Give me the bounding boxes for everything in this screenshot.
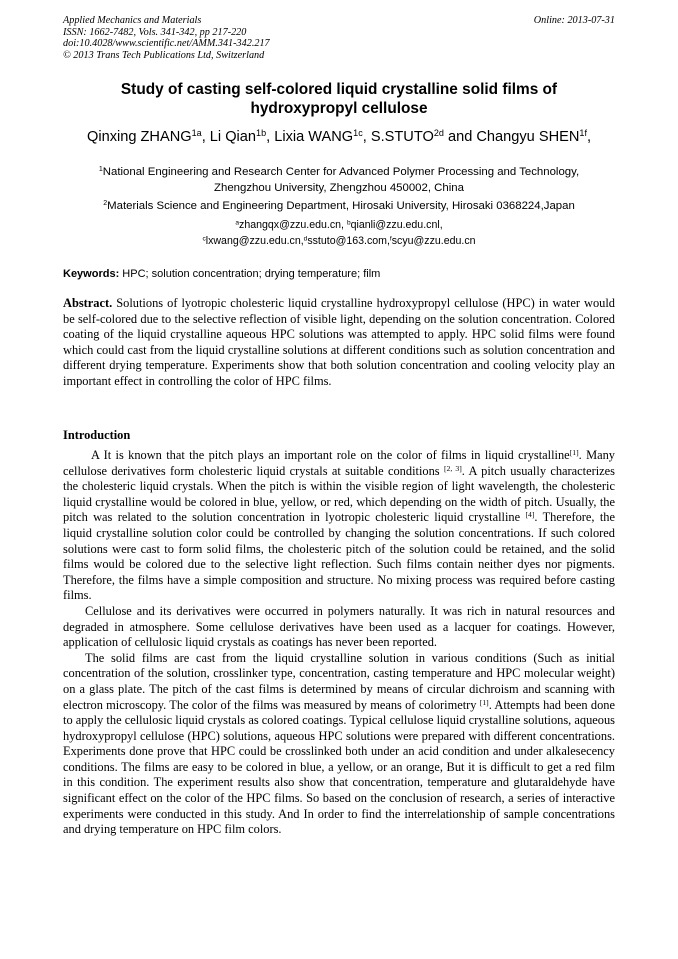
citation: [1] [479, 697, 489, 707]
email-sup: c [202, 234, 206, 242]
email-sup: f [389, 234, 392, 242]
author-name: Qinxing ZHANG [86, 129, 192, 145]
author-name: Li Qian [209, 129, 257, 145]
abstract-text: Solutions of lyotropic cholesteric liquid crystalline hydroxypropyl cellulose (HPC) in water would be self-colored due to the selective reflection of visible light, depending on the solution concentration. Colored coating of the liquid crystalline aqueous HPC solutions was attempted to apply. HPC solid films were found which could cast from the liquid crystalline solutions at different conditions such as solution concentration and different drying temperature. Experiments show that both solution concentration and cooling velocity play an important effect in controlling the color of HPC films. [63, 296, 615, 388]
email-link[interactable]: lxwang@zzu.edu.cn, [205, 234, 304, 247]
affiliation-text: Zhengzhou University, Zhengzhou 450002, China [214, 182, 464, 194]
email-sup: b [346, 219, 351, 227]
journal-name: Applied Mechanics and Materials [63, 15, 202, 26]
section-heading-introduction: Introduction [63, 428, 131, 442]
copyright-line: © 2013 Trans Tech Publications Ltd, Switzerland [63, 49, 265, 61]
email-sup: a [235, 219, 240, 227]
author-sup: 1b [256, 128, 267, 139]
author-emails [63, 218, 615, 249]
author-name: Lixia WANG [274, 129, 354, 145]
citation: [2, 3] [443, 463, 462, 473]
author-sup: 1a [191, 128, 202, 139]
affiliation-text: Materials Science and Engineering Department, Hirosaki University, Hirosaki 0368224,Japan [107, 200, 575, 212]
author-sep: , [201, 129, 210, 145]
author-sup: 1f [579, 128, 587, 139]
title-line-1: Study of casting self-colored liquid crystalline solid films of [120, 81, 558, 98]
paragraph [63, 651, 615, 838]
abstract-label: Abstract. [63, 296, 113, 310]
paragraph-text: . Many cellulose derivatives form cholesteric liquid crystals at suitable conditions [63, 448, 615, 478]
online-date: Online: 2013-07-31 [533, 15, 615, 26]
email-link[interactable]: sstuto@163.com, [307, 234, 390, 247]
author-sep: , [266, 129, 275, 145]
citation: [1] [569, 447, 579, 457]
citation: [4] [525, 510, 535, 520]
email-link[interactable]: qianli@zzu.edu.cnl, [350, 219, 443, 231]
author-name: S.STUTO [370, 129, 434, 145]
paragraph-text: . Attempts had been done to apply the cellulosic liquid crystals as colored coatings. Typical cellulose liquid crystalline solutions, aqueous hydroxypropyl cellulose (HPC) solutions, aqueous HPC solutions were prepared with different concentrations. Experiments done prove that HPC could be crosslinked both under an acid condition and under alkalesecency conditions. The films are easy to be colored in blue, a yellow, or an orange, But it is difficult to get a red film in this condition. The experiment results also show that concentration, temperature and glutaraldehyde have significant effect on the color of the HPC films. So based on the conclusion of research, a series of interactive experiments were conducted in this study. And In order to find the interrelationship of sample concentrations and drying temperature on HPC film colors. [63, 697, 615, 837]
journal-header [63, 15, 615, 61]
affiliation-number: 2 [103, 200, 108, 208]
author-sup: 2d [433, 128, 444, 139]
affiliation-text: National Engineering and Research Center for Advanced Polymer Processing and Technology, [102, 166, 580, 178]
introduction-body [63, 448, 615, 838]
email-sup: d [303, 234, 308, 242]
author-sep: , [586, 129, 592, 145]
author-sep: and [443, 129, 477, 145]
doi-line: doi:10.4028/www.scientific.net/AMM.341-342.217 [63, 38, 270, 50]
keywords-label: Keywords: [63, 268, 120, 280]
author-sup: 1c [353, 128, 363, 139]
paragraph: Cellulose and its derivatives were occurred in polymers naturally. It was rich in natural resources and degraded in atmosphere. Some cellulose derivatives have been used as a lacquer for coatings. However, application of cellulosic liquid crystals as coatings has never been reported. [63, 603, 615, 650]
paragraph-text: The solid films are cast from the liquid crystalline solution in various conditions (Such as initial concentration of the solution, crosslinker type, concentration, casting temperature and HPC molecular weight) on a glass plate. The pitch of the cast films is determined by means of circular dichroism and scanning with electron microscopy. The color of the films was measured by means of colorimetry [63, 650, 615, 712]
affiliation-number: 1 [98, 166, 103, 174]
issn-line: ISSN: 1662-7482, Vols. 341-342, pp 217-220 [63, 26, 247, 38]
paragraph [63, 448, 615, 604]
title-line-2: hydroxypropyl cellulose [250, 100, 428, 117]
author-sep: , [362, 129, 371, 145]
author-name: Changyu SHEN [476, 129, 580, 145]
abstract-paragraph [63, 296, 615, 390]
affiliation-2 [63, 198, 615, 214]
keywords-line [63, 267, 615, 282]
paragraph-text: . Therefore, the liquid crystalline solution color could be controlled by changing the solution concentrations. If such colored solutions were cast to form solid films, the cholesteric pitch of the solution could be retained, and the solid films would be colored due to the selective light reflection. Such films contain neither dyes nor pigments. Therefore, the films have a simple composition and structure. No mixing process was required before casting films. [63, 510, 615, 603]
paragraph-text: . A pitch usually characterizes the cholesteric liquid crystals. When the pitch is within the visible region of light wavelength, the cholesteric liquid crystalline would be colored in blue, yellow, or red, which depending on the width of pitch. Usually, the pitch was related to the solution concentration in lyotropic cholesteric liquid crystalline [63, 463, 615, 525]
keywords-text: HPC; solution concentration; drying temperature; film [119, 268, 381, 280]
paper-title [63, 80, 615, 118]
affiliation-1 [63, 164, 615, 196]
paragraph-text: A It is known that the pitch plays an important role on the color of films in liquid crystalline [91, 448, 570, 462]
email-link[interactable]: zhangqx@zzu.edu.cn, [239, 219, 347, 231]
author-list [63, 127, 615, 147]
email-link[interactable]: scyu@zzu.edu.cn [391, 234, 476, 247]
